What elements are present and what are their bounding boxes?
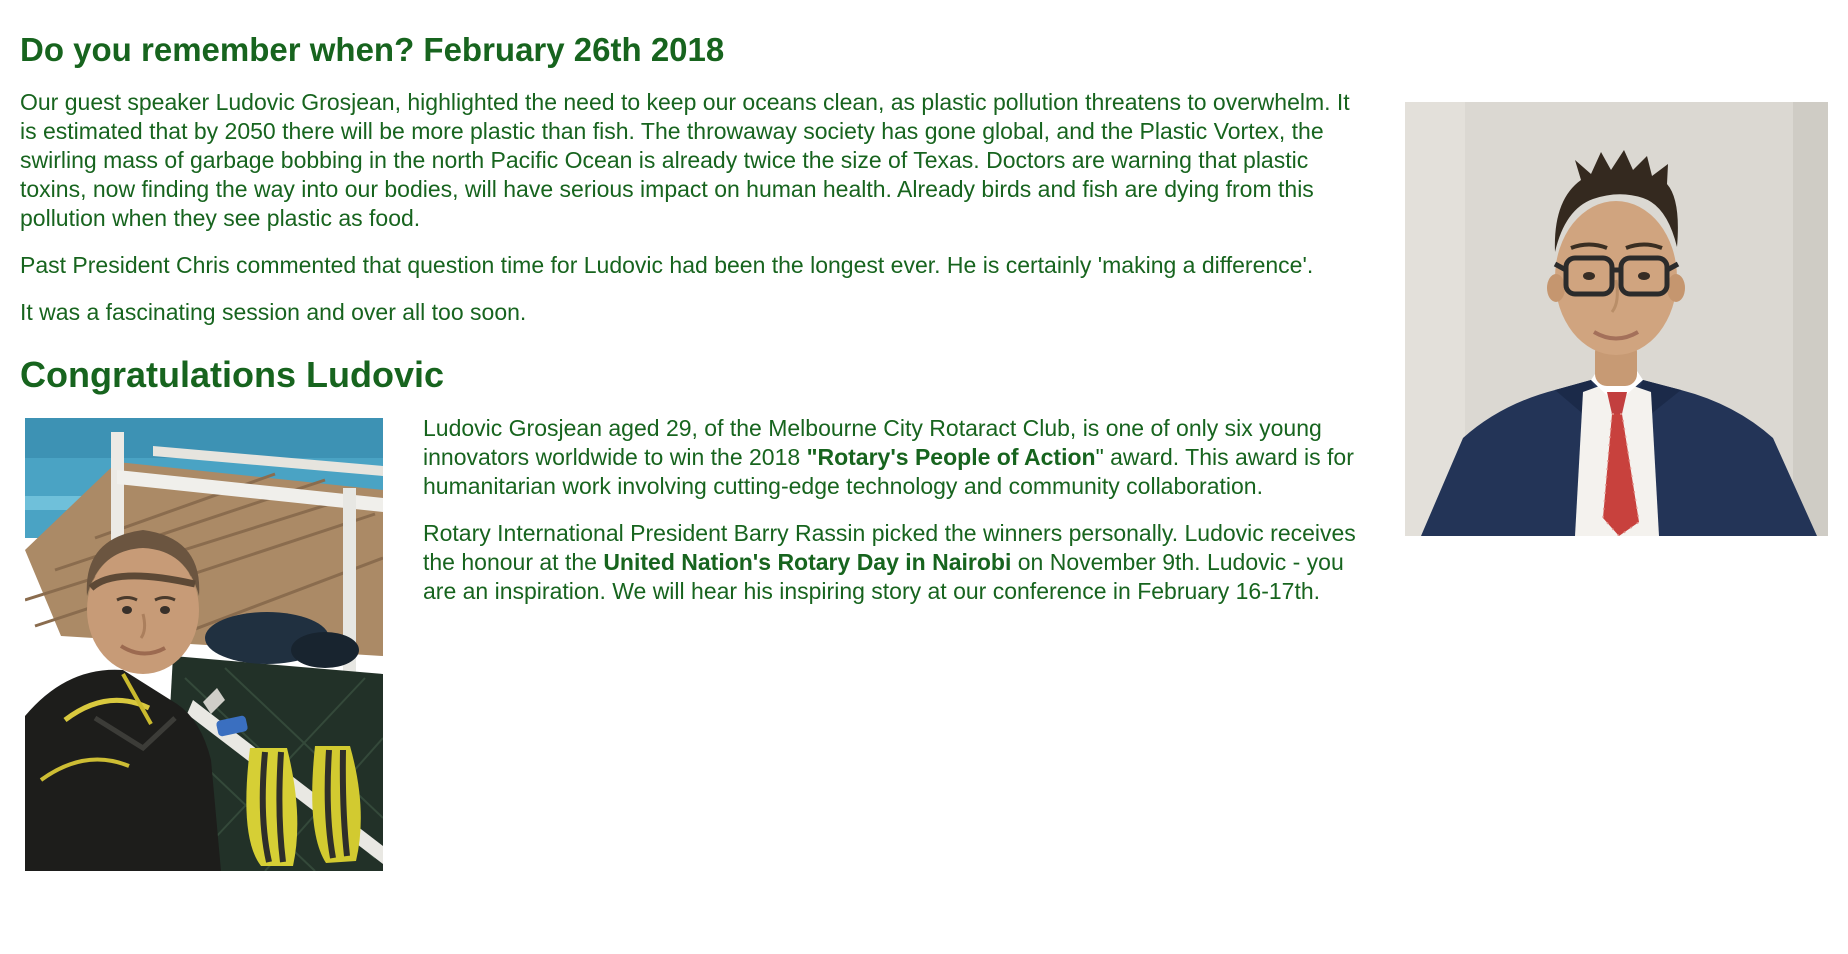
award-paragraph: Ludovic Grosjean aged 29, of the Melbourne City Rotaract Club, is one of only six young innovators worldwide to win the 2018 "Rotary's People of Action" award. This award is for humanitarian work involving cutting-edge technology and community collaboration. [423, 415, 1354, 499]
selfie-photo-graphic [25, 418, 383, 871]
ludovic-selfie-photo [25, 418, 383, 871]
remember-para-3: It was a fascinating session and over all too soon. [20, 299, 527, 325]
portrait-photo-graphic [1405, 102, 1828, 536]
nairobi-paragraph: Rotary International President Barry Rassin picked the winners personally. Ludovic receives the honour at the United Nation's Rotary Day in Nairobi on November 9th. Ludovic - you are an inspiration. We will hear his inspiring story at our conference in February 16-17th. [423, 520, 1356, 604]
remember-heading: Do you remember when? February 26th 2018 [20, 31, 725, 68]
congrats-heading: Congratulations Ludovic [20, 354, 445, 395]
ludovic-portrait-photo [1405, 102, 1828, 536]
remember-para-2: Past President Chris commented that question time for Ludovic had been the longest ever. He is certainly 'making a difference'. [20, 252, 1314, 278]
remember-para-1: Our guest speaker Ludovic Grosjean, highlighted the need to keep our oceans clean, as plastic pollution threatens to overwhelm. It is estimated that by 2050 there will be more plastic than fish. The throwaway society has gone global, and the Plastic Vortex, the swirling mass of garbage bobbing in the north Pacific Ocean is already twice the size of Texas. Doctors are warning that plastic toxins, now finding the way into our bodies, will have serious impact on human health. Already birds and fish are dying from this pollution when they see plastic as food. [20, 89, 1350, 231]
